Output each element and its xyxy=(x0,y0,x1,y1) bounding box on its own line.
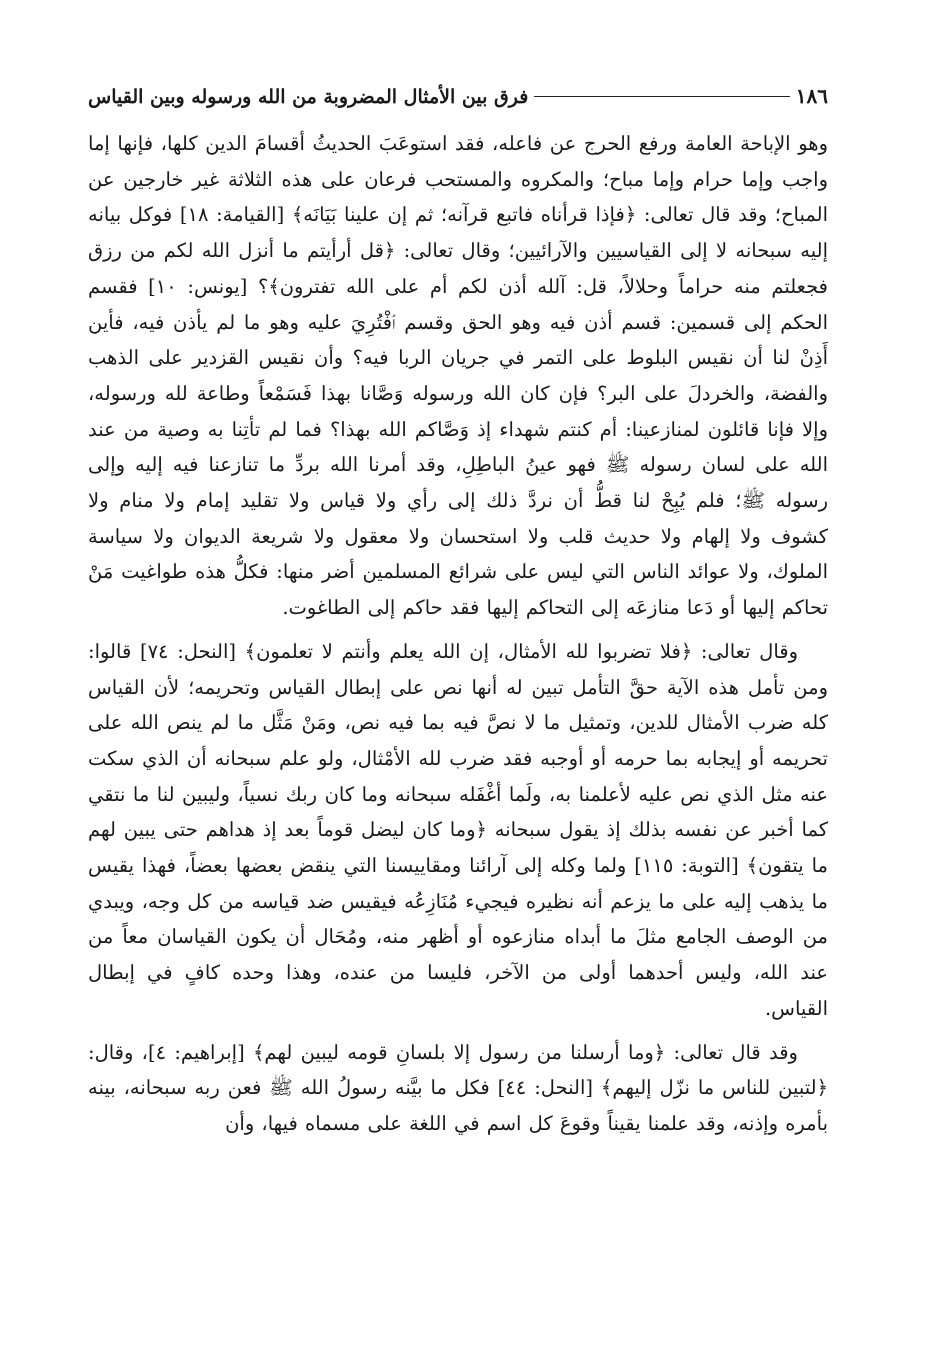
book-page xyxy=(88,84,828,1142)
body-text xyxy=(88,126,828,1142)
paragraph-3: وقد قال تعالى: ﴿وما أرسلنا من رسول إلا بلسانِ قومه ليبين لهم﴾ [إبراهيم: ٤]، وقال: ﴿لتبين للناس ما نزّل إليهم﴾ [النحل: ٤٤] فكل ما بيَّنه رسولُ الله ﷺ فعن ربه سبحانه، بينه بأمره وإذنه، وقد علمنا يقيناً وقوعَ كل اسم في اللغة على مسماه فيها، وأن xyxy=(88,1040,829,1135)
running-header xyxy=(88,84,828,118)
page-number: ١٨٦ xyxy=(795,84,828,108)
header-rule xyxy=(534,96,789,97)
chapter-title: فرق بين الأمثال المضروبة من الله ورسوله وبين القياس xyxy=(88,86,529,108)
paragraph-2: وقال تعالى: ﴿فلا تضربوا لله الأمثال، إن الله يعلم وأنتم لا تعلمون﴾ [النحل: ٧٤] قالوا: ومن تأمل هذه الآية حقَّ التأمل تبين له أنها نص على إبطال القياس وتحريمه؛ لأن القياس كله ضرب الأمثال للدين، وتمثيل ما لا نصَّ فيه بما فيه نص، ومَنْ مَثَّل ما لم ينص الله على تحريمه أو إيجابه بما حرمه أو أوجبه فقد ضرب لله الأمْثال، ولو علم سبحانه أن الذي سكت عنه مثل الذي نص عليه لأعلمنا به، ولَما أغْفَله سبحانه وما كان ربك نسياً، وليبين لنا ما نتقي كما أخبر عن نفسه بذلك إذ يقول سبحانه ﴿وما كان ليضل قوماً بعد إذ هداهم حتى يبين لهم ما يتقون﴾ [التوبة: ١١٥] ولما وكله إلى آرائنا ومقاييسنا التي ينقض بعضها بعضاً، فهذا يقيس ما يذهب إليه على ما يزعم أنه نظيره فيجيء مُنَازِعُه فيقيس ضد قياسه من كل وجه، ويبدي من الوصف الجامع مثلَ ما أبداه منازعوه أو أظهر منه، ومُحَال أن يكون القياسان معاً من عند الله، وليس أحدهما أولى من الآخر، فليسا من عنده، وهذا وحده كافٍ في إبطال القياس. xyxy=(88,639,828,1020)
paragraph-1: وهو الإباحة العامة ورفع الحرج عن فاعله، فقد استوعَبَ الحديثُ أقسامَ الدين كلها، فإنها إما واجب وإما حرام وإما مباح؛ والمكروه والمستحب فرعان على هذه الثلاثة غير خارجين عن المباح؛ وقد قال تعالى: ﴿فإذا قرأناه فاتبع قرآنه؛ ثم إن علينا بَيَانَه﴾ [القيامة: ١٨] فوكل بيانه إليه سبحانه لا إلى القياسيين والآرائيين؛ وقال تعالى: ﴿قل أرأيتم ما أنزل الله لكم من رزق فجعلتم منه حراماً وحلالاً، قل: آلله أذن لكم أم على الله تفترون﴾؟ [يونس: ١٠] فقسم الحكم إلى قسمين: قسم أذن فيه وهو الحق وقسم ٱفْتُرِيَ عليه وهو ما لم يأذن فيه، فأين أَذِنْ لنا أن نقيس البلوط على التمر في جريان الربا فيه؟ وأن نقيس القزدير على الذهب والفضة، والخردلَ على البر؟ فإن كان الله ورسوله وَصَّانا بهذا فَسَمْعاً وطاعة لله ورسوله، وإلا فإنا قائلون لمنازعينا: أم كنتم شهداء إذ وَصَّاكم الله بهذا؟ فما لم تأتِنا به وصية من عند الله على لسان رسوله ﷺ فهو عينُ الباطِلِ، وقد أمرنا الله بردِّ ما تنازعنا فيه إليه وإلى رسوله ﷺ؛ فلم يُبِحْ لنا قطُّ أن نردَّ ذلك إلى رأي ولا قياس ولا تقليد إمام ولا منام ولا كشوف ولا إلهام ولا حديث قلب ولا استحسان ولا معقول ولا شريعة الديوان ولا سياسة الملوك، ولا عوائد الناس التي ليس على شرائع المسلمين أضر منها: فكلُّ هذه طواغيت مَنْ تحاكم إليها أو دَعا منازعَه إلى التحاكم إليها فقد حاكم إلى الطاغوت. xyxy=(88,132,828,620)
